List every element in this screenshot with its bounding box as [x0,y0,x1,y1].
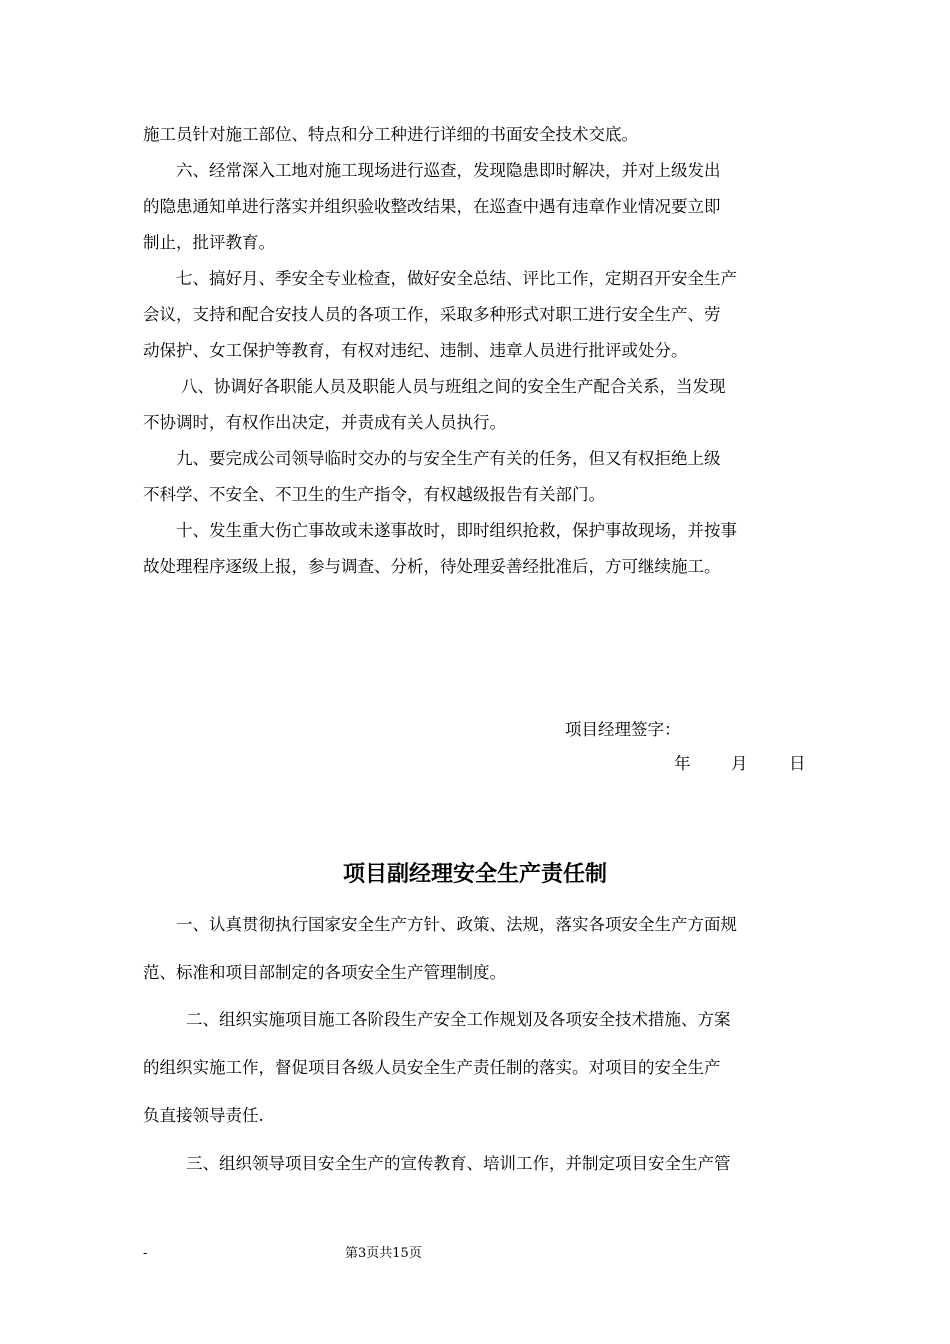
text-line: 二、组织实施项目施工各阶段生产安全工作规划及各项安全技术措施、方案 [186,1010,731,1029]
text-line: 不协调时，有权作出决定，并责成有关人员执行。 [143,413,506,432]
signature-day: 日 [789,754,806,773]
text-line: 三、组织领导项目安全生产的宣传教育、培训工作，并制定项目安全生产管 [186,1154,731,1173]
text-line: 故处理程序逐级上报，参与调查、分析，待处理妥善经批准后，方可继续施工。 [143,557,721,576]
text-line: 一、认真贯彻执行国家安全生产方针、政策、法规，落实各项安全生产方面规 [176,915,737,934]
text-line: 十、发生重大伤亡事故或未遂事故时，即时组织抢救，保护事故现场，并按事 [176,521,737,540]
signature-month: 月 [731,754,748,773]
text-line: 动保护、女工保护等教育，有权对违纪、违制、违章人员进行批评或处分。 [143,341,688,360]
text-line: 八、协调好各职能人员及职能人员与班组之间的安全生产配合关系，当发现 [181,377,726,396]
text-line: 施工员针对施工部位、特点和分工种进行详细的书面安全技术交底。 [143,125,638,144]
text-line: 六、经常深入工地对施工现场进行巡查，发现隐患即时解决，并对上级发出 [176,161,721,180]
text-line: 制止，批评教育。 [143,233,275,252]
text-line: 的组织实施工作，督促项目各级人员安全生产责任制的落实。对项目的安全生产 [143,1058,721,1077]
text-line: 九、要完成公司领导临时交办的与安全生产有关的任务，但又有权拒绝上级 [176,449,721,468]
signature-label: 项目经理签字： [565,720,681,739]
page-number: 第3页共15页 [345,1246,422,1261]
text-line: 负直接领导责任. [143,1106,264,1125]
signature-year: 年 [674,754,691,773]
text-line: 的隐患通知单进行落实并组织验收整改结果，在巡查中遇有违章作业情况要立即 [143,197,721,216]
text-line: 范、标准和项目部制定的各项安全生产管理制度。 [143,963,506,982]
text-line: 七、搞好月、季安全专业检查，做好安全总结、评比工作，定期召开安全生产 [176,269,737,288]
section-title: 项目副经理安全生产责任制 [342,862,607,887]
text-line: 会议，支持和配合安技人员的各项工作，采取多种形式对职工进行安全生产、劳 [143,305,721,324]
text-line: 不科学、不安全、不卫生的生产指令，有权越级报告有关部门。 [143,485,605,504]
footer-dash: - [143,1246,148,1261]
